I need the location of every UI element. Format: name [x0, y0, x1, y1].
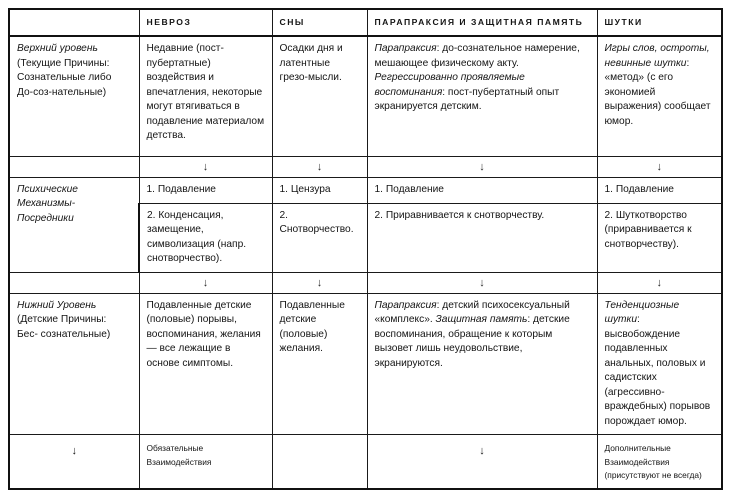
cell-mech2-parapraxis: [367, 203, 597, 272]
row-label-mechanisms: [9, 177, 139, 272]
arrow-row-upper-to-mechanisms: [9, 156, 722, 177]
cell-mech1-jokes: [597, 177, 722, 203]
row-mechanisms-1: [9, 177, 722, 203]
legend-cell-optional-text: [597, 435, 722, 489]
cell-upper-jokes-rest: : «метод» (с его экономией выражения) сообщает юмор.: [604, 57, 711, 127]
arrow-cell-neurosis-2: [139, 272, 272, 293]
cell-mech1-parapraxis: [367, 177, 597, 203]
arrow-cell-jokes-1: [597, 156, 722, 177]
header-cell-neurosis: [139, 9, 272, 36]
cell-lower-jokes-em: Тенденциозные шутки: [604, 299, 680, 326]
down-arrow-icon: ↓: [202, 160, 209, 173]
cell-upper-dreams: [272, 36, 367, 156]
header-cell-blank: [9, 9, 139, 36]
cell-upper-parapraxis-em2: Регрессированно проявляемые воспоминания: [374, 72, 525, 98]
row-label-upper-line1: Верхний уровень: [17, 43, 98, 55]
cell-lower-parapraxis-rest2: : детские воспоминания, обращение к которым вызовет лишь неудовольствие, экранируются.: [374, 314, 570, 369]
arrow-cell-blank-1: [9, 156, 139, 177]
down-arrow-icon: ↓: [656, 276, 662, 289]
down-arrow-icon: ↓: [316, 160, 323, 173]
header-label-neurosis: НЕВРОЗ: [146, 17, 192, 27]
row-label-lower-line2: (Детские Причины:: [17, 314, 107, 326]
row-legend: [9, 435, 722, 489]
down-arrow-icon: ↓: [479, 445, 485, 458]
cell-mech2-neurosis: [139, 203, 272, 272]
legend-cell-arrow-mandatory: [9, 435, 139, 489]
header-label-dreams: СНЫ: [279, 17, 305, 27]
legend-optional-line3: (присутствуют не всегда): [604, 470, 702, 481]
cell-mech2-jokes: [597, 203, 722, 272]
row-label-lower-line3: Бес- сознательные): [17, 328, 111, 340]
cell-lower-parapraxis-em2: Защитная память: [435, 314, 528, 326]
cell-mech2-neurosis-text: 2. Конденсация, замещение, символизация (напр. снотворчество).: [147, 209, 247, 265]
down-arrow-icon: ↓: [316, 276, 323, 289]
header-label-jokes: ШУТКИ: [604, 17, 643, 27]
cell-upper-neurosis-text: Недавние (пост-пубертатные) воздействия и впечатления, некоторые могут втягиваться в подавление материалом детства.: [146, 43, 265, 142]
legend-optional-line2: Взаимодействия: [604, 456, 670, 467]
arrow-cell-parapraxis-2: [367, 272, 597, 293]
cell-mech1-neurosis-text: 1. Подавление: [146, 183, 216, 195]
cell-lower-parapraxis-em1: Парапраксия: [374, 299, 437, 311]
row-label-lower-line1: Нижний Уровень: [17, 299, 97, 311]
cell-mech1-neurosis: [139, 177, 272, 203]
arrow-cell-jokes-2: [597, 272, 722, 293]
cell-upper-parapraxis-rest1: : до-сознательное намерение, мешающее физическому акту.: [374, 43, 580, 69]
arrow-cell-dreams-1: [272, 156, 367, 177]
cell-lower-jokes-rest: : высвобождение подавленных анальных, половых и садистских (агрессивно-враждебных) порывов порождает юмор.: [604, 314, 711, 427]
down-arrow-icon: ↓: [479, 276, 485, 289]
cell-mech1-dreams: [272, 177, 367, 203]
row-label-upper-level: [9, 36, 139, 156]
header-cell-parapraxis: [367, 9, 597, 36]
down-arrow-icon: ↓: [479, 160, 485, 173]
row-label-upper-line2: (Текущие Причины:: [17, 57, 110, 69]
cell-upper-parapraxis: [367, 36, 597, 156]
row-lower-level: [9, 293, 722, 434]
cell-upper-dreams-text: Осадки дня и латентные грезо-мысли.: [279, 43, 343, 84]
legend-mandatory-line1: Обязательные: [146, 443, 204, 454]
arrow-cell-dreams-2: [272, 272, 367, 293]
cell-mech1-jokes-text: 1. Подавление: [604, 183, 674, 195]
cell-upper-parapraxis-rest2: : пост-пубертатный опыт экранируется детским.: [374, 86, 560, 113]
cell-lower-parapraxis-text: [375, 299, 590, 371]
table-header-row: [9, 9, 722, 36]
row-label-lower-level: [9, 293, 139, 434]
header-cell-jokes: [597, 9, 722, 36]
cell-lower-neurosis-text: Подавленные детские (половые) порывы, воспоминания, желания — все лежащие в основе симптомы.: [146, 299, 261, 369]
arrow-row-mechanisms-to-lower: [9, 272, 722, 293]
legend-cell-blank: [272, 435, 367, 489]
cell-mech2-jokes-text: 2. Шуткотворство (приравнивается к снотворчеству).: [604, 209, 692, 250]
cell-mech1-parapraxis-text: 1. Подавление: [374, 183, 444, 195]
cell-lower-dreams-text: Подавленные детские (половые) желания.: [279, 299, 345, 355]
arrow-cell-blank-2: [9, 272, 139, 293]
cell-mech1-dreams-text: 1. Цензура: [279, 183, 331, 195]
cell-lower-neurosis: [139, 293, 272, 434]
cell-upper-parapraxis-text: [375, 42, 590, 114]
cell-mech2-dreams-text: 2. Снотворчество.: [279, 209, 354, 236]
legend-cell-arrow-optional: [367, 435, 597, 489]
cell-upper-neurosis: [139, 36, 272, 156]
cell-lower-dreams: [272, 293, 367, 434]
cell-lower-parapraxis-rest1: : детский психосексуальный «комплекс».: [374, 299, 570, 326]
arrow-cell-parapraxis-1: [367, 156, 597, 177]
cell-upper-parapraxis-em1: Парапраксия: [374, 43, 437, 55]
legend-optional-line1: Дополнительные: [604, 443, 671, 454]
row-label-mech-line3: Посредники: [17, 212, 74, 224]
cell-upper-jokes: [597, 36, 722, 156]
legend-optional: [605, 442, 715, 482]
down-arrow-icon: ↓: [202, 276, 209, 289]
freud-comparison-table: [8, 8, 723, 490]
cell-mech2-parapraxis-text: 2. Приравнивается к снотворчеству.: [374, 209, 545, 221]
cell-lower-parapraxis: [367, 293, 597, 434]
cell-mech2-dreams: [272, 203, 367, 272]
down-arrow-icon: ↓: [71, 445, 77, 458]
row-label-mech-line1: Психические: [17, 183, 78, 195]
header-label-parapraxis: ПАРАПРАКСИЯ И ЗАЩИТНАЯ ПАМЯТЬ: [374, 17, 584, 27]
cell-lower-jokes-text: [605, 299, 715, 429]
header-cell-dreams: [272, 9, 367, 36]
cell-upper-jokes-em: Игры слов, остроты, невинные шутки: [604, 43, 710, 69]
row-label-upper-line4: До-соз-нательные): [17, 86, 107, 98]
row-upper-level: [9, 36, 722, 156]
arrow-cell-neurosis-1: [139, 156, 272, 177]
row-label-mech-line2: Механизмы-: [17, 198, 76, 210]
down-arrow-icon: ↓: [656, 160, 662, 173]
legend-cell-mandatory-text: [139, 435, 272, 489]
legend-mandatory-line2: Взаимодействия: [146, 456, 212, 467]
legend-mandatory: [147, 442, 265, 469]
row-label-upper-line3: Сознательные либо: [17, 72, 112, 84]
cell-upper-jokes-text: [605, 42, 715, 129]
cell-lower-jokes: [597, 293, 722, 434]
